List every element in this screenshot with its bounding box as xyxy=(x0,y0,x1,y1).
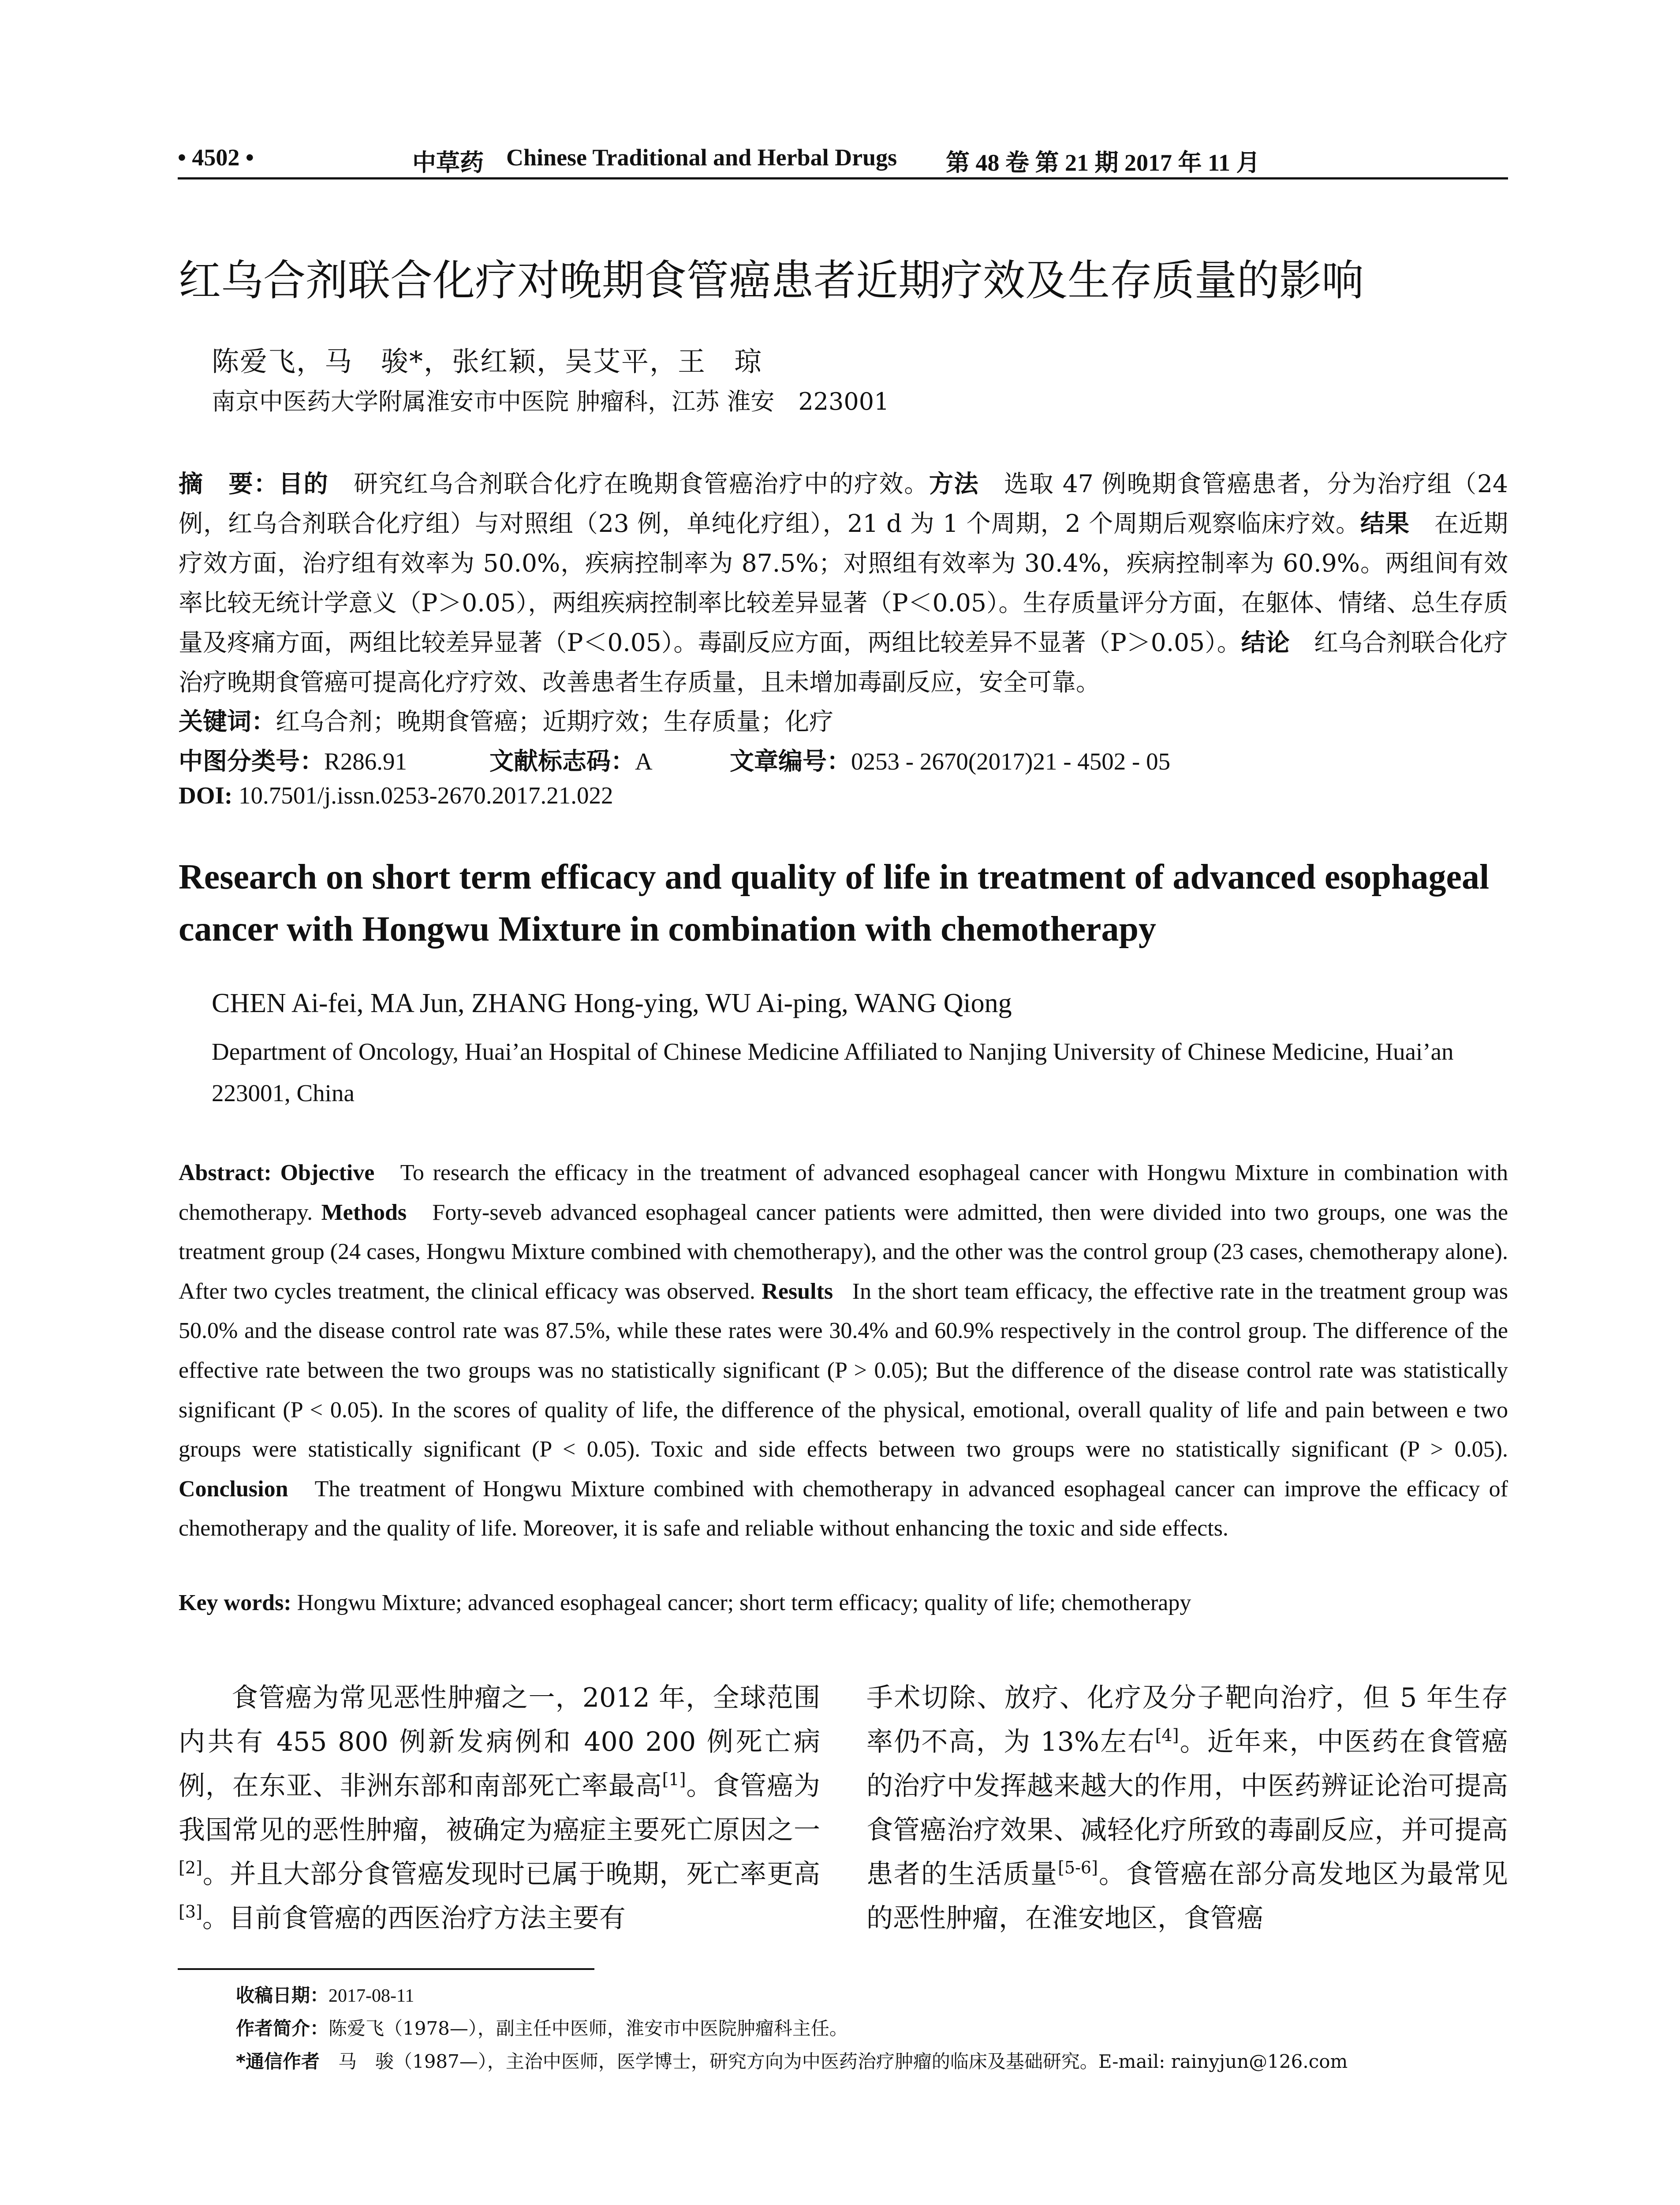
article-value: 0253 - 2670(2017)21 - 4502 - 05 xyxy=(851,748,1171,775)
keywords-en-label: Key words: xyxy=(179,1590,291,1615)
conclusion-en: The treatment of Hongwu Mixture combined with chemotherapy in advanced esophageal cancer can improve the efficacy of chemotherapy and the quality of life. Moreover, it is safe and reliable without enhancing the toxic and side effects. xyxy=(179,1476,1508,1541)
body-column-left xyxy=(179,1676,820,1940)
article-title-en: Research on short term efficacy and quality of life in treatment of advanced esophageal cancer with Hongwu Mixture in combination with chemotherapy xyxy=(179,858,1490,949)
received-label: 收稿日期： xyxy=(236,1984,329,2006)
methods-label-cn: 方法 xyxy=(929,470,979,498)
citation-ref-5-6: [5-6] xyxy=(1058,1858,1098,1877)
results-cn: 在近期疗效方面，治疗组有效率为 50.0%，疾病控制率为 87.5%；对照组有效率为 30.4%，疾病控制率为 60.9%。两组间有效率比较无统计学意义（P＞0.05），两组疾病控制率比较差异显著（P＜0.05）。生存质量评分方面，在躯体、情绪、总生存质量及疼痛方面，两组比较差异显著（P＜0.05）。毒副反应方面，两组比较差异不显著（P＞0.05）。 xyxy=(179,509,1508,657)
received-date: 2017-08-11 xyxy=(329,1986,414,2006)
doi-label: DOI: xyxy=(179,782,233,809)
results-label-en: Results xyxy=(762,1278,833,1304)
author-label: 作者简介： xyxy=(236,2018,329,2039)
body-left-text-4: 。目前食管癌的西医治疗方法主要有 xyxy=(202,1903,626,1934)
abstract-en xyxy=(179,1153,1508,1548)
authors-en: CHEN Ai-fei, MA Jun, ZHANG Hong-ying, WU Ai-ping, WANG Qiong xyxy=(212,988,1012,1018)
body-right-text-3: 。食管癌在部分高发地区为最常见的恶性肿瘤，在淮安地区，食管癌 xyxy=(866,1859,1508,1934)
body-left-text-1: 食管癌为常见恶性肿瘤之一，2012 年，全球范围内共有 455 800 例新发病例和 400 200 例死亡病例，在东亚、非洲东部和南部死亡率最高 xyxy=(179,1682,820,1801)
journal-name-en: Chinese Traditional and Herbal Drugs xyxy=(506,144,897,171)
objective-cn: 研究红乌合剂联合化疗在晚期食管癌治疗中的疗效。 xyxy=(354,470,929,498)
keywords-cn xyxy=(179,702,833,737)
abstract-cn-label: 摘 要： xyxy=(179,470,279,498)
citation-ref-2: [2] xyxy=(179,1858,202,1877)
body-left-text-3: 。并且大部分食管癌发现时已属于晚期，死亡率更高 xyxy=(202,1859,820,1890)
objective-label-cn: 目的 xyxy=(278,470,329,498)
doc-label: 文献标志码： xyxy=(489,747,635,775)
authors-cn: 陈爱飞，马 骏*，张红颖，吴艾平，王 琼 xyxy=(212,345,763,377)
conclusion-cn: 红乌合剂联合化疗治疗晚期食管癌可提高化疗疗效、改善患者生存质量，且未增加毒副反应，安全可靠。 xyxy=(179,628,1508,696)
conclusion-label-cn: 结论 xyxy=(1241,628,1290,657)
methods-label-en: Methods xyxy=(321,1200,407,1225)
keywords-en-text: Hongwu Mixture; advanced esophageal cancer; short term efficacy; quality of life; chemotherapy xyxy=(297,1590,1191,1615)
citation-ref-1: [1] xyxy=(662,1770,686,1789)
abstract-en-label: Abstract: xyxy=(179,1160,272,1185)
footnote-corresponding xyxy=(236,2047,1348,2074)
clc-value: R286.91 xyxy=(324,748,407,775)
footnote-rule xyxy=(178,1968,594,1970)
keywords-cn-label: 关键词： xyxy=(179,707,276,736)
results-en: In the short team efficacy, the effective rate in the treatment group was 50.0% and the disease control rate was 87.5%, while these rates were 30.4% and 60.9% respectively in the control group. The difference of the effective rate between the two groups was no statistically significant (P > 0.05); But the difference of the disease control rate was statistically significant (P < 0.05). In the scores of quality of life, the difference of the physical, emotional, overall quality of life and pain between e two groups were statistically significant (P < 0.05). Toxic and side effects between two groups were no statistically significant (P > 0.05). xyxy=(179,1278,1508,1462)
article-number xyxy=(730,742,1170,777)
objective-label-en: Objective xyxy=(280,1160,375,1185)
doc-code xyxy=(489,742,653,777)
affiliation-en: Department of Oncology, Huai’an Hospital of Chinese Medicine Affiliated to Nanjing University of Chinese Medicine, Huai’an 223001, China xyxy=(212,1038,1454,1106)
doc-value: A xyxy=(635,748,653,775)
doi-line xyxy=(179,781,613,809)
citation-ref-3: [3] xyxy=(179,1902,202,1921)
results-label-cn: 结果 xyxy=(1360,509,1410,538)
citation-ref-4: [4] xyxy=(1155,1726,1179,1745)
classification-line xyxy=(179,742,407,777)
methods-en: Forty-seveb advanced esophageal cancer patients were admitted, then were divided into two groups, one was the treatment group (24 cases, Hongwu Mixture combined with chemotherapy), and the other was the control group (23 cases, chemotherapy alone). After two cycles treatment, the clinical efficacy was observed. xyxy=(179,1200,1508,1304)
page-number: • 4502 • xyxy=(178,144,254,171)
body-column-right xyxy=(866,1676,1508,1940)
affiliation-cn: 南京中医药大学附属淮安市中医院 肿瘤科，江苏 淮安 223001 xyxy=(212,388,889,415)
keywords-cn-text: 红乌合剂；晚期食管癌；近期疗效；生存质量；化疗 xyxy=(276,707,834,736)
corresponding-bio: 马 骏（1987—），主治中医师，医学博士，研究方向为中医药治疗肿瘤的临床及基础研究。E-mail: rainyjun@126.com xyxy=(338,2051,1348,2072)
body-left-text-2: 。食管癌为我国常见的恶性肿瘤，被确定为癌症主要死亡原因之一 xyxy=(179,1771,821,1846)
abstract-cn xyxy=(179,464,1508,702)
journal-name-cn: 中草药 xyxy=(412,148,484,176)
footnote-received xyxy=(236,1981,414,2007)
body-right-text-1: 手术切除、放疗、化疗及分子靶向治疗，但 5 年生存率仍不高，为 13%左右 xyxy=(866,1682,1508,1757)
footnote-author xyxy=(236,2014,848,2041)
article-label: 文章编号： xyxy=(730,747,851,775)
keywords-en xyxy=(179,1590,1191,1616)
header-rule xyxy=(178,177,1508,179)
author-bio: 陈爱飞（1978—），副主任中医师，淮安市中医院肿瘤科主任。 xyxy=(329,2018,848,2039)
body-right-text-2: 。近年来，中医药在食管癌的治疗中发挥越来越大的作用，中医药辨证论治可提高食管癌治疗效果、减轻化疗所致的毒副反应，并可提高患者的生活质量 xyxy=(866,1727,1508,1890)
doi-value: 10.7501/j.issn.0253-2670.2017.21.022 xyxy=(238,782,613,809)
article-title-cn: 红乌合剂联合化疗对晚期食管癌患者近期疗效及生存质量的影响 xyxy=(179,256,1364,305)
methods-cn: 选取 47 例晚期食管癌患者，分为治疗组（24 例，红乌合剂联合化疗组）与对照组（23 例，单纯化疗组），21 d 为 1 个周期，2 个周期后观察临床疗效。 xyxy=(179,470,1508,538)
clc-label: 中图分类号： xyxy=(179,747,325,775)
corresponding-label: *通信作者 xyxy=(236,2051,320,2072)
journal-issue: 第 48 卷 第 21 期 2017 年 11 月 xyxy=(946,149,1260,176)
conclusion-label-en: Conclusion xyxy=(179,1476,288,1502)
objective-en: To research the efficacy in the treatment of advanced esophageal cancer with Hongwu Mixture in combination with chemotherapy. xyxy=(179,1160,1508,1225)
